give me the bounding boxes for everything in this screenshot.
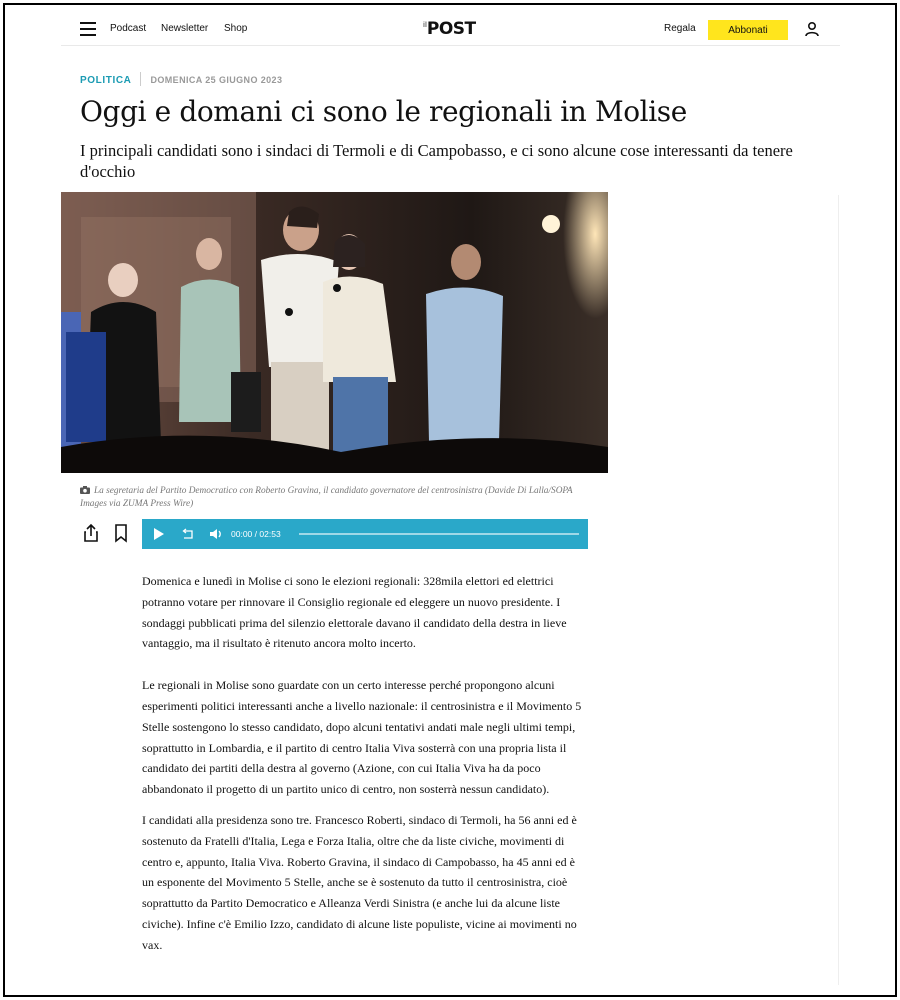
logo-prefix: il [423, 21, 427, 29]
logo-name: POST [426, 19, 476, 39]
regala-link[interactable]: Regala [664, 23, 696, 34]
article-body [142, 571, 588, 956]
article-subtitle: I principali candidati sono i sindaci di Termoli e di Campobasso, e ci sono alcune cose interessanti da tenere d'occhio [80, 141, 793, 181]
article-paragraph: Le regionali in Molise sono guardate con un certo interesse perché propongono alcuni esperimenti politici interessanti anche a livello nazionale: il centrosinistra e il Movimento 5 Stelle sostengono lo stesso candidato, dopo alcuni tentativi andati male negli ultimi tempi, soprattutto in Lombardia, e il partito di centro Italia Viva sosterrà con una propria lista il candidato dei partiti della destra al governo (Azione, con cui Italia Viva ha da poco abbandonato il progetto di un partito unico di centro, non sosterrà nessun candidato). [142, 678, 582, 797]
site-logo[interactable] [423, 19, 476, 39]
play-icon[interactable] [152, 526, 166, 542]
photo-caption-text: La segretaria del Partito Democratico con Roberto Gravina, il candidato governatore del centrosinistra (Davide Di Lalla/SOPA Images via ZUMA Press Wire) [80, 486, 573, 509]
volume-icon[interactable] [208, 526, 224, 542]
menu-icon[interactable] [80, 22, 96, 36]
article-photo [61, 192, 608, 473]
user-icon[interactable] [804, 21, 820, 37]
article-paragraph: I candidati alla presidenza sono tre. Francesco Roberti, sindaco di Termoli, ha 56 anni ed è sostenuto da Fratelli d'Italia, Lega e Forza Italia, oltre che da liste civiche, movimenti di centro e, appunto, Italia Viva. Roberto Gravina, il sindaco di Campobasso, ha 45 anni ed è un esponente del Movimento 5 Stelle, anche se è sostenuto da tutto il centrosinistra, cioè soprattutto da Partito Democratico e Alleanza Verdi Sinistra (e anche lui da alcune liste civiche). Infine c'è Emilio Izzo, candidato di alcune liste populiste, vicine ai movimenti no vax. [142, 812, 577, 952]
meta-divider [140, 72, 141, 86]
camera-icon [80, 486, 90, 494]
article-page [61, 12, 840, 987]
nav-newsletter[interactable]: Newsletter [161, 23, 209, 34]
section-label[interactable]: POLITICA [80, 75, 132, 86]
article-date: DOMENICA 25 GIUGNO 2023 [150, 75, 283, 85]
photo-caption [80, 485, 600, 511]
replay-icon[interactable] [180, 526, 196, 542]
bookmark-icon[interactable] [111, 522, 131, 544]
audio-player [142, 519, 588, 549]
article-meta [80, 72, 282, 86]
site-header [61, 12, 840, 46]
audio-progress-bar[interactable] [299, 533, 579, 535]
audio-time-separator: / [254, 529, 258, 539]
share-icon[interactable] [81, 522, 101, 544]
article-title: Oggi e domani ci sono le regionali in Molise [80, 95, 687, 128]
subscribe-button[interactable]: Abbonati [708, 20, 788, 40]
audio-time [231, 529, 281, 539]
audio-current-time: 00:00 [231, 529, 253, 539]
audio-duration: 02:53 [259, 529, 281, 539]
nav-podcast[interactable]: Podcast [110, 23, 147, 34]
photo-illustration [61, 192, 608, 473]
article-paragraph: Domenica e lunedì in Molise ci sono le elezioni regionali: 328mila elettori ed elettrici potranno votare per rinnovare il Consiglio regionale ed eleggere un nuovo presidente. I sondaggi pubblicati prima del silenzio elettorale davano il candidato della destra in lieve vantaggio, ma il risultato è ritenuto ancora molto incerto. [142, 574, 567, 651]
nav-shop[interactable]: Shop [224, 23, 248, 34]
